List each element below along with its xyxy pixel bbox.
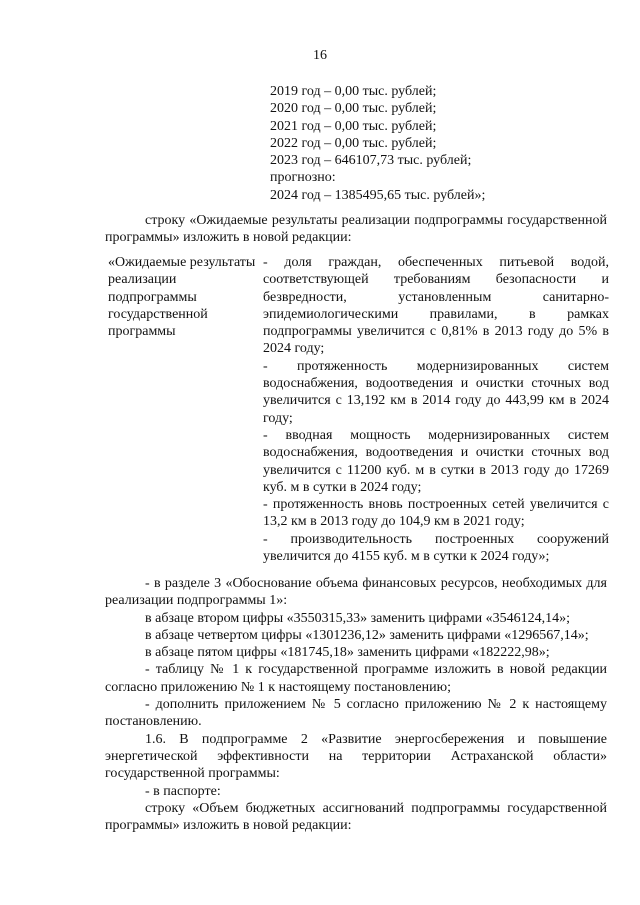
- financing-line-2020: 2020 год – 0,00 тыс. рублей;: [270, 101, 437, 117]
- financing-line-2024: 2024 год – 1385495,65 тыс. рублей»;: [270, 187, 486, 203]
- result-item-new-networks: - протяженность вновь построенных сетей увеличится с 13,2 км в 2013 году до 104,9 км в 2021 году;: [263, 497, 609, 530]
- results-label: «Ожидаемые результаты реализации подпрограммы государственной программы: [108, 255, 256, 340]
- results-list: [263, 254, 609, 565]
- financing-forecast-label: прогнозно:: [270, 170, 336, 186]
- section3-block: [105, 575, 607, 834]
- financing-list: [270, 83, 485, 204]
- budget-line: строку «Объем бюджетных ассигнований подпрограммы государственной программы» изложить в новой редакции:: [105, 800, 607, 834]
- result-item-water-share: - доля граждан, обеспеченных питьевой водой, соответствующей требованиям безопасности и безвредности, установленным санитарно-эпидемиологическими правилами, в рамках подпрограммы увеличится с 0,81% в 2013 году до 5% в 2024 году;: [263, 255, 609, 357]
- financing-line-2019: 2019 год – 0,00 тыс. рублей;: [270, 84, 437, 99]
- section3-line5: - дополнить приложением № 5 согласно приложению № 2 к настоящему постановлению.: [105, 697, 607, 730]
- section3-line3: в абзаце пятом цифры «181745,18» заменить цифрами «182222,98»;: [145, 645, 550, 661]
- financing-line-2022: 2022 год – 0,00 тыс. рублей;: [270, 135, 437, 151]
- section3-line1: в абзаце втором цифры «3550315,33» заменить цифрами «3546124,14»;: [145, 610, 570, 626]
- financing-line-2021: 2021 год – 0,00 тыс. рублей;: [270, 118, 437, 134]
- passport-line: - в паспорте:: [145, 783, 221, 799]
- page-number: 16: [313, 48, 327, 63]
- section3-line4: - таблицу № 1 к государственной программе изложить в новой редакции согласно приложению № 1 к настоящему постановлению;: [105, 662, 607, 695]
- section3-line2: в абзаце четвертом цифры «1301236,12» заменить цифрами «1296567,14»;: [145, 627, 589, 643]
- point-1-6-paragraph: 1.6. В подпрограмме 2 «Развитие энергосбережения и повышение энергетической эффективности на территории Астраханской области» государственной программы:: [105, 731, 607, 782]
- results-intro-paragraph: строку «Ожидаемые результаты реализации подпрограммы государственной программы» изложить в новой редакции:: [105, 213, 607, 246]
- result-item-modernized-length: - протяженность модернизированных систем водоснабжения, водоотведения и очистки сточных вод увеличится с 13,192 км в 2014 году до 443,99 км в 2024 году;: [263, 358, 609, 426]
- financing-line-2023: 2023 год – 646107,73 тыс. рублей;: [270, 153, 472, 169]
- section3-heading: - в разделе 3 «Обоснование объема финансовых ресурсов, необходимых для реализации подпрограммы 1»:: [105, 576, 607, 609]
- result-item-capacity: - вводная мощность модернизированных систем водоснабжения, водоотведения и очистки сточных вод увеличится с 11200 куб. м в сутки в 2013 году до 17269 куб. м в сутки в 2024 году;: [263, 427, 609, 495]
- result-item-productivity: - производительность построенных сооружений увеличится до 4155 куб. м в сутки к 2024 году»;: [263, 531, 609, 565]
